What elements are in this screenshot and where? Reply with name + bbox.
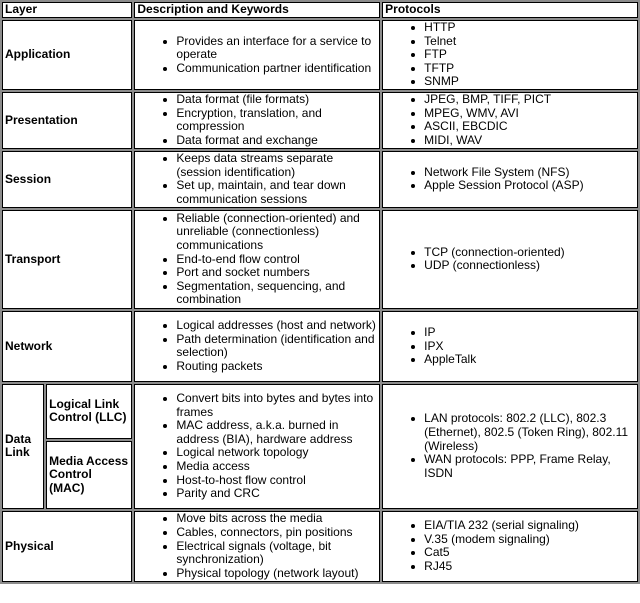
row-application xyxy=(2,20,638,90)
protocols-presentation xyxy=(382,92,638,149)
protocols-datalink xyxy=(382,384,638,509)
list-item: End-to-end flow control xyxy=(176,253,377,267)
list-item: FTP xyxy=(424,48,635,62)
list-item: JPEG, BMP, TIFF, PICT xyxy=(424,93,635,107)
list-item: Cat5 xyxy=(424,546,635,560)
list-item: HTTP xyxy=(424,21,635,35)
list-item: Data format (file formats) xyxy=(176,93,377,107)
row-network xyxy=(2,311,638,382)
list-item: Segmentation, sequencing, and combination xyxy=(176,280,377,307)
layer-name-presentation: Presentation xyxy=(2,92,132,149)
list-item: ASCII, EBCDIC xyxy=(424,120,635,134)
list-item: Physical topology (network layout) xyxy=(176,567,377,581)
sublayer-llc: Logical Link Control (LLC) xyxy=(46,384,132,439)
list-item: MIDI, WAV xyxy=(424,134,635,148)
list-item: Communication partner identification xyxy=(176,62,377,76)
protocols-network xyxy=(382,311,638,382)
header-description: Description and Keywords xyxy=(134,2,380,18)
list-item: Cables, connectors, pin positions xyxy=(176,526,377,540)
list-item: Keeps data streams separate (session identification) xyxy=(176,152,377,179)
list-item: Reliable (connection-oriented) and unreliable (connectionless) communications xyxy=(176,212,377,253)
list-item: Port and socket numbers xyxy=(176,266,377,280)
sublayer-mac: Media Access Control (MAC) xyxy=(46,441,132,509)
row-session xyxy=(2,151,638,208)
list-item: EIA/TIA 232 (serial signaling) xyxy=(424,519,635,533)
list-item: Logical addresses (host and network) xyxy=(176,318,376,333)
description-application xyxy=(134,20,380,90)
list-item: IP xyxy=(424,326,635,340)
list-item: TFTP xyxy=(424,62,635,76)
list-item: MAC address, a.k.a. burned in address (BIA), hardware address xyxy=(176,419,377,446)
list-item: MPEG, WMV, AVI xyxy=(424,107,635,121)
list-item: Set up, maintain, and tear down communication sessions xyxy=(176,179,377,206)
description-presentation xyxy=(134,92,380,149)
list-item: Routing packets xyxy=(176,360,377,374)
row-physical xyxy=(2,511,638,582)
list-item: TCP (connection-oriented) xyxy=(424,246,635,260)
description-network xyxy=(134,311,380,382)
list-item: Electrical signals (voltage, bit synchronization) xyxy=(176,540,377,567)
description-transport xyxy=(134,210,380,309)
list-item: AppleTalk xyxy=(424,353,635,367)
description-datalink xyxy=(134,384,380,509)
layer-name-application: Application xyxy=(2,20,132,90)
layer-name-session: Session xyxy=(2,151,132,208)
row-presentation xyxy=(2,92,638,149)
list-item: UDP (connectionless) xyxy=(424,259,635,273)
list-item: Convert bits into bytes and bytes into frames xyxy=(176,392,377,419)
datalink-line1: Data xyxy=(5,431,32,446)
list-item: Apple Session Protocol (ASP) xyxy=(424,179,635,193)
list-item: Path determination (identification and selection) xyxy=(176,333,377,360)
header-layer: Layer xyxy=(2,2,132,18)
layer-name-physical: Physical xyxy=(2,511,132,582)
layer-name-datalink xyxy=(2,384,44,509)
list-item: Data format and exchange xyxy=(176,134,377,148)
datalink-line2: Link xyxy=(5,445,30,460)
list-item: Logical network topology xyxy=(176,446,377,460)
layer-name-transport: Transport xyxy=(2,210,132,309)
list-item: Parity and CRC xyxy=(176,487,377,501)
list-item: IPX xyxy=(424,340,635,354)
list-item: SNMP xyxy=(424,75,635,89)
protocols-physical xyxy=(382,511,638,582)
row-datalink-llc xyxy=(2,384,638,439)
layer-name-network: Network xyxy=(2,311,132,382)
protocols-transport xyxy=(382,210,638,309)
list-item: Provides an interface for a service to operate xyxy=(176,35,377,62)
protocols-application xyxy=(382,20,638,90)
list-item: LAN protocols: 802.2 (LLC), 802.3 (Ethernet), 802.5 (Token Ring), 802.11 (Wireless) xyxy=(424,412,635,453)
header-row xyxy=(2,2,638,18)
header-protocols: Protocols xyxy=(382,2,638,18)
list-item: Media access xyxy=(176,460,377,474)
row-transport xyxy=(2,210,638,309)
list-item: Encryption, translation, and compression xyxy=(176,107,377,134)
list-item: WAN protocols: PPP, Frame Relay, ISDN xyxy=(424,453,635,480)
list-item: Network File System (NFS) xyxy=(424,166,635,180)
list-item: Host-to-host flow control xyxy=(176,474,377,488)
description-physical xyxy=(134,511,380,582)
description-session xyxy=(134,151,380,208)
list-item: RJ45 xyxy=(424,560,635,574)
list-item: Telnet xyxy=(424,35,635,49)
protocols-session xyxy=(382,151,638,208)
list-item: V.35 (modem signaling) xyxy=(424,533,635,547)
list-item: Move bits across the media xyxy=(176,512,377,526)
